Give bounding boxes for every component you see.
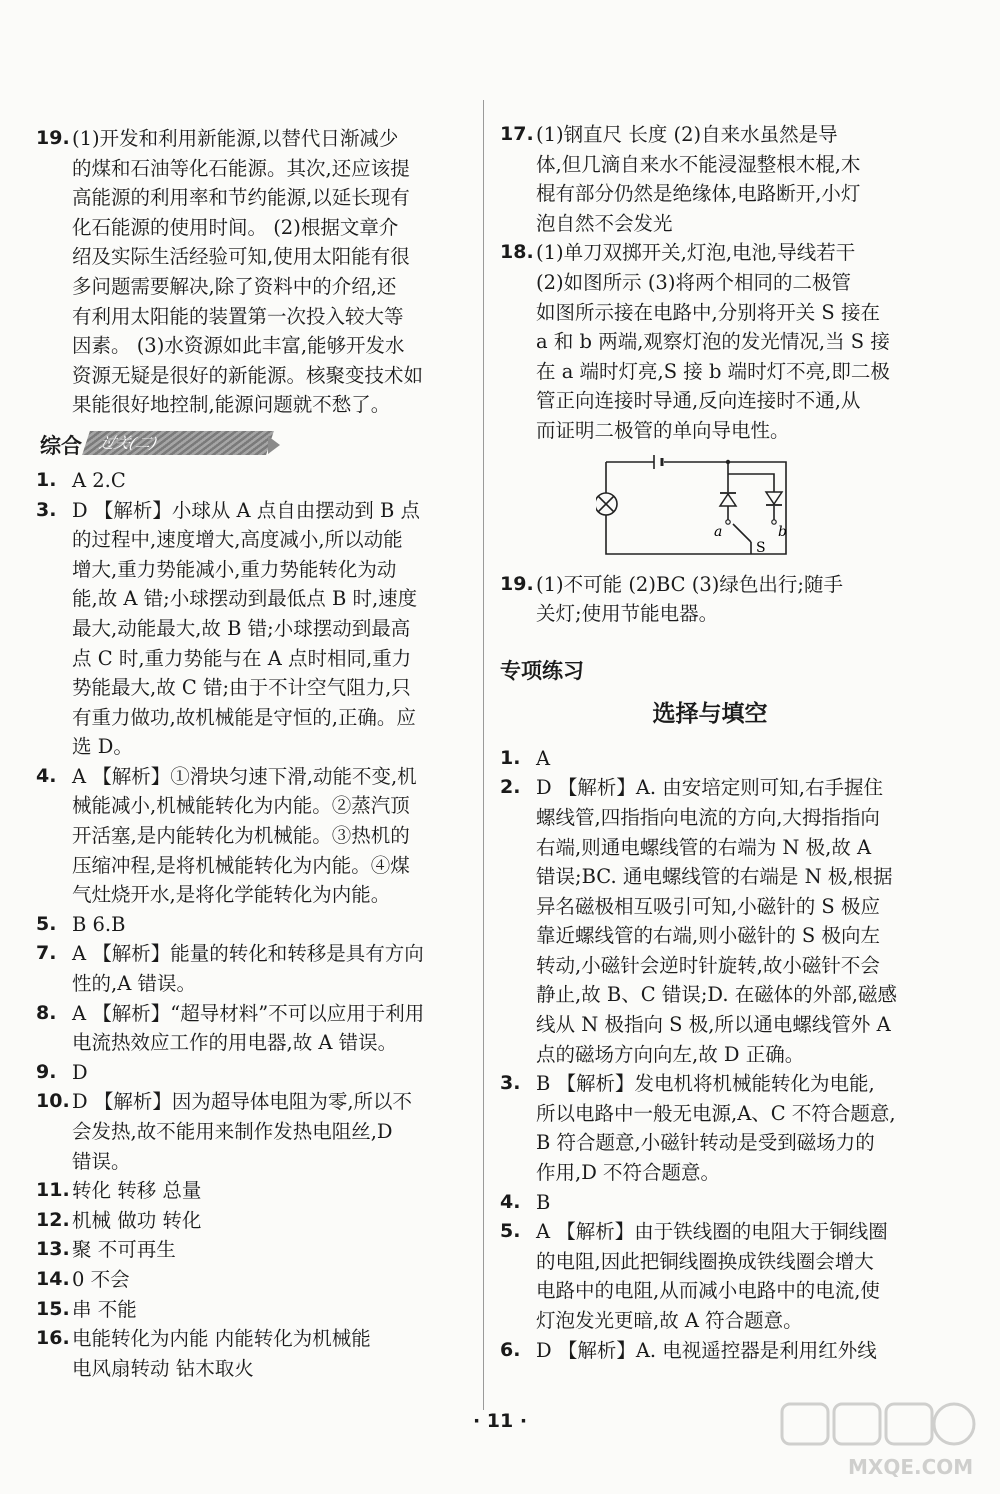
diode-down-icon (766, 492, 782, 504)
item-number: 9. (36, 1060, 57, 1083)
item-number: 19. (36, 127, 70, 149)
item-number: 12. (36, 1208, 70, 1231)
terminal-b-label: b (778, 523, 787, 540)
item-number: 11. (36, 1179, 70, 1202)
section-badge: 过关(二) (82, 431, 274, 455)
item-text: (1)钢直尺 长度 (2)自来水虽然是导 体,但几滴自来水不能浸湿整根木棍,木 棍有部分仍然是绝缘体,电路断开,小灯 泡自然不会发光 (536, 123, 861, 235)
item-text: (1)开发和利用新能源,以替代日渐减少 的煤和石油等化石能源。其次,还应该提 高能源的利用率和节约能源,以延长现有 化石能源的使用时间。 (2)根据文章介 绍及实际生活经验可知,使用太阳能有很 多问题需要解决,除了资料中的介绍,还 有利用太阳能的装置第一次投入较大等 因素。 (3)水资源如此丰富,能够开发水 资源无疑是很好的新能源。核聚变技术如 果能很好地控制,能源问题就不愁了。 (72, 127, 424, 417)
answer-item (36, 1176, 456, 1206)
item-number: 10. (36, 1090, 70, 1113)
item-text: 串 不能 (72, 1297, 137, 1321)
left-column (36, 124, 456, 1383)
answer-item (500, 744, 920, 774)
answer-item (36, 1265, 456, 1295)
answer-item (36, 1295, 456, 1325)
item-number: 4. (36, 764, 57, 787)
item-text: A 【解析】“超导材料”不可以应用于利用 电流热效应工作的用电器,故 A 错误。 (72, 1001, 425, 1055)
item-number: 5. (500, 1220, 521, 1243)
answer-item (500, 1069, 920, 1187)
answer-item (36, 939, 456, 998)
subsection-title: 选择与填空 (652, 699, 768, 727)
item-text: 机械 做功 转化 (72, 1208, 202, 1232)
answer-item (36, 124, 456, 420)
item-text: 0 不会 (72, 1267, 130, 1291)
item-number: 16. (36, 1327, 70, 1350)
banner-arrow-icon (268, 436, 280, 454)
item-text: 电能转化为内能 内能转化为机械能 电风扇转动 钻木取火 (72, 1327, 371, 1380)
item-text: B 6.B (72, 912, 126, 936)
answer-item (36, 762, 456, 910)
section-title: 专项练习 (500, 658, 584, 683)
item-text: D 【解析】A. 由安培定则可知,右手握住 螺线管,四指指向电流的方向,大拇指指向 右端,则通电螺线管的右端为 N 极,故 A 错误;BC. 通电螺线管的右端是 N 极,根据 异名磁极相互吸引可知,小磁针的 S 极应 靠近螺线管的右端,则小磁针的 S 极向左 转动,小磁针会逆时针旋转,故小磁针不会 静止,故 B、C 错误;D. 在磁体的外部,磁感 线从 N 极指向 S 极,所以通电螺线管外 A 点的磁场方向向左,故 D 正确。 (536, 776, 897, 1066)
item-text: A 【解析】由于铁线圈的电阻大于铜线圈 的电阻,因此把铜线圈换成铁线圈会增大 电路中的电阻,从而减小电路中的电流,使 灯泡发光更暗,故 A 符合题意。 (536, 1220, 888, 1332)
item-number: 17. (500, 123, 534, 145)
item-number: 3. (500, 1072, 521, 1095)
item-text: B (536, 1190, 551, 1214)
item-number: 1. (500, 746, 521, 769)
item-number: 18. (500, 241, 534, 264)
answer-item (36, 466, 456, 496)
item-text: (1)单刀双掷开关,灯泡,电池,导线若干 (2)如图所示 (3)将两个相同的二极管 如图所示接在电路中,分别将开关 S 接在 a 和 b 两端,观察灯泡的发光情况,当 S 接 在 a 端时灯亮,S 接 b 端时灯不亮,即二极 管正向连接时导通,反向连接时不通,从 而证明二极管的单向导电性。 (536, 241, 890, 442)
circuit-diagram (596, 452, 806, 564)
answer-item (500, 1336, 920, 1366)
section-label: 综合 (40, 433, 82, 458)
item-number: 5. (36, 912, 57, 935)
item-text: A (536, 746, 551, 770)
answer-item (500, 1217, 920, 1335)
item-number: 15. (36, 1297, 70, 1320)
item-text: D 【解析】因为超导体电阻为零,所以不 会发热,故不能用来制作发热电阻丝,D 错误。 (72, 1090, 413, 1173)
answer-item (36, 1206, 456, 1236)
item-text: 聚 不可再生 (72, 1238, 176, 1262)
answer-item (36, 1235, 456, 1265)
answer-item (36, 910, 456, 940)
item-number: 19. (500, 572, 534, 595)
item-number: 4. (500, 1190, 521, 1213)
item-number: 6. (500, 1338, 521, 1361)
answer-item (36, 1087, 456, 1176)
item-number: 3. (36, 498, 57, 521)
right-column (500, 120, 920, 1365)
item-text: B 【解析】发电机将机械能转化为电能, 所以电路中一般无电源,A、C 不符合题意, B 符合题意,小磁针转动是受到磁场力的 作用,D 不符合题意。 (536, 1072, 896, 1185)
item-text: D (72, 1060, 88, 1084)
answer-item (500, 773, 920, 1069)
item-number: 1. (36, 468, 57, 491)
answer-item (36, 496, 456, 762)
answer-item (36, 1058, 456, 1088)
diode-up-icon (720, 494, 736, 506)
item-text: 转化 转移 总量 (72, 1179, 202, 1203)
answer-item (500, 570, 920, 629)
item-text: A 【解析】①滑块匀速下滑,动能不变,机 械能减小,机械能转化为内能。②蒸汽顶 开活塞,是内能转化为机械能。③热机的 压缩冲程,是将机械能转化为内能。④煤 气灶烧开水,是将化学能转化为内能。 (72, 764, 417, 907)
answer-item (36, 1324, 456, 1383)
watermark-text: MXQE.COM (848, 1455, 974, 1479)
terminal-a-label: a (714, 523, 723, 540)
item-number: 7. (36, 942, 57, 965)
section-banner (36, 428, 456, 462)
item-text: D 【解析】A. 电视遥控器是利用红外线 (536, 1338, 877, 1362)
item-number: 2. (500, 776, 521, 799)
item-text: D 【解析】小球从 A 点自由摆动到 B 点 的过程中,速度增大,高度减小,所以动能 增大,重力势能减小,重力势能转化为动 能,故 A 错;小球摆动到最低点 B 时,速度 最大,动能最大,故 B 错;小球摆动到最高 点 C 时,重力势能与在 A 点时相同,重力 势能最大,故 C 错;由于不计空气阻力,只 有重力做功,故机械能是守恒的,正确。应 选 D。 (72, 498, 421, 759)
answer-item (500, 120, 920, 238)
answer-item (36, 999, 456, 1058)
item-number: 8. (36, 1001, 57, 1024)
answer-item (500, 1188, 920, 1218)
item-text: A 【解析】能量的转化和转移是具有方向 性的,A 错误。 (72, 942, 424, 996)
answer-item (500, 238, 920, 445)
item-number: 13. (36, 1238, 70, 1261)
column-divider (483, 100, 484, 1410)
item-text: A 2.C (72, 468, 126, 492)
item-number: 14. (36, 1267, 70, 1290)
item-text: (1)不可能 (2)BC (3)绿色出行;随手 关灯;使用节能电器。 (536, 572, 843, 626)
watermark-logo (778, 1400, 978, 1482)
switch-s-label: S (756, 539, 766, 556)
page-number: · 11 · (472, 1410, 528, 1432)
